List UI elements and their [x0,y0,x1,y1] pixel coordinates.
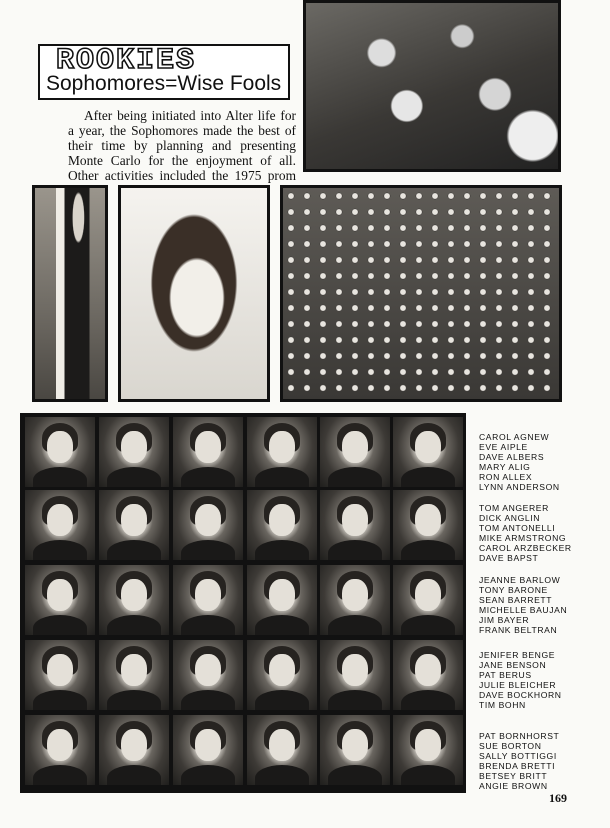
portrait-body [255,690,309,710]
student-portrait [247,417,317,487]
portrait-body [181,540,235,560]
portrait-face [342,654,368,686]
student-name: EVE AIPLE [479,442,528,453]
name-list-row-3 [479,575,604,636]
portrait-face [47,431,73,463]
portrait-body [33,765,87,785]
page-title: ROOKIES [56,44,197,78]
portrait-body [255,540,309,560]
student-name: JENIFER BENGE [479,650,556,660]
student-portrait [25,490,95,560]
portrait-body [107,615,161,635]
portrait-face [269,504,295,536]
student-name: ANGIE BROWN [479,781,548,792]
student-portrait [247,490,317,560]
portrait-face [47,654,73,686]
portrait-face [195,579,221,611]
student-name: MICHELLE BAUJAN [479,605,568,616]
portrait-body [328,615,382,635]
portrait-body [401,765,455,785]
student-leaning-photo-image [35,188,105,399]
portrait-face [47,579,73,611]
portrait-body [33,467,87,487]
portrait-face [269,654,295,686]
student-portrait [247,565,317,635]
portrait-face [121,504,147,536]
portrait-face [121,579,147,611]
portrait-body [107,540,161,560]
portrait-face [269,729,295,761]
student-name: MIKE ARMSTRONG [479,533,567,544]
portrait-face [47,729,73,761]
portrait-face [269,579,295,611]
student-leaning-photo [32,185,108,402]
name-list-row-2 [479,503,604,564]
portrait-face [121,729,147,761]
portrait-face [415,579,441,611]
smiling-girl-portrait [118,185,270,402]
student-portrait [320,490,390,560]
student-name: SUE BORTON [479,741,542,752]
portrait-face [342,729,368,761]
student-name: TONY BARONE [479,585,548,596]
name-list-row-5 [479,731,604,792]
portrait-body [181,765,235,785]
portrait-face [195,729,221,761]
portrait-body [33,540,87,560]
student-portrait [99,490,169,560]
student-name: SEAN BARRETT [479,595,553,606]
portrait-body [107,765,161,785]
student-name: RON ALLEX [479,472,533,483]
student-portrait [25,417,95,487]
student-name: MARY ALIG [479,462,531,473]
name-list-row-4 [479,650,604,711]
smiling-girl-portrait-image [121,188,267,399]
page-number: 169 [549,791,567,805]
student-portrait [393,715,463,785]
portrait-body [255,467,309,487]
student-portrait [99,640,169,710]
portrait-face [121,654,147,686]
student-portrait [99,565,169,635]
student-name: DAVE ALBERS [479,452,545,463]
student-name: JANE BENSON [479,660,547,671]
student-portrait [320,715,390,785]
student-name: JULIE BLEICHER [479,680,557,691]
student-name: CAROL AGNEW [479,432,550,442]
portrait-body [328,540,382,560]
student-name: SALLY BOTTIGGI [479,751,557,762]
student-name: TIM BOHN [479,700,526,711]
portrait-grid [20,413,466,793]
portrait-body [328,765,382,785]
student-name: JIM BAYER [479,615,530,626]
portrait-face [415,504,441,536]
page-subtitle: Sophomores=Wise Fools [46,72,282,95]
portrait-body [181,690,235,710]
portrait-face [47,504,73,536]
student-name: JEANNE BARLOW [479,575,561,585]
student-portrait [25,715,95,785]
student-portrait [99,417,169,487]
student-name: PAT BORNHORST [479,731,560,741]
portrait-body [181,467,235,487]
portrait-face [415,729,441,761]
student-portrait [393,565,463,635]
student-portrait [25,565,95,635]
portrait-body [401,690,455,710]
student-name: DAVE BAPST [479,553,539,564]
student-portrait [173,417,243,487]
name-list-row-1 [479,432,604,493]
student-portrait [247,715,317,785]
portrait-body [401,540,455,560]
portrait-body [33,615,87,635]
student-name: BETSEY BRITT [479,771,548,782]
student-portrait [320,640,390,710]
student-portrait [173,565,243,635]
portrait-face [342,579,368,611]
portrait-body [401,467,455,487]
student-portrait [320,565,390,635]
portrait-face [195,654,221,686]
intro-paragraph: After being initiated into Alter life for a year, the Sophomores made the best of their time by planning and presenting Monte Carlo for the enjoyment of all. Other activities included the 1975 prom [68,108,296,183]
portrait-body [401,615,455,635]
student-portrait [320,417,390,487]
student-portrait [393,490,463,560]
student-portrait [393,640,463,710]
crowd-photo [280,185,562,402]
portrait-body [255,765,309,785]
portrait-face [195,431,221,463]
portrait-body [328,690,382,710]
student-portrait [173,490,243,560]
student-name: CAROL ARZBECKER [479,543,572,554]
crowd-photo-image [283,188,559,399]
classroom-photo-image [306,3,558,169]
student-name: TOM ANGERER [479,503,549,513]
student-name: DICK ANGLIN [479,513,541,524]
portrait-body [107,467,161,487]
title-box [38,44,290,100]
student-name: DAVE BOCKHORN [479,690,562,701]
student-name: BRENDA BRETTI [479,761,556,772]
student-name: TOM ANTONELLI [479,523,556,534]
student-portrait [99,715,169,785]
portrait-face [342,504,368,536]
portrait-face [415,654,441,686]
portrait-body [33,690,87,710]
student-portrait [393,417,463,487]
portrait-body [328,467,382,487]
portrait-face [195,504,221,536]
portrait-body [107,690,161,710]
classroom-photo [303,0,561,172]
portrait-face [269,431,295,463]
student-portrait [173,640,243,710]
portrait-body [255,615,309,635]
portrait-face [121,431,147,463]
student-name: LYNN ANDERSON [479,482,560,493]
student-portrait [173,715,243,785]
portrait-face [415,431,441,463]
portrait-body [181,615,235,635]
student-name: FRANK BELTRAN [479,625,558,636]
student-name: PAT BERUS [479,670,532,681]
portrait-face [342,431,368,463]
student-portrait [247,640,317,710]
student-portrait [25,640,95,710]
